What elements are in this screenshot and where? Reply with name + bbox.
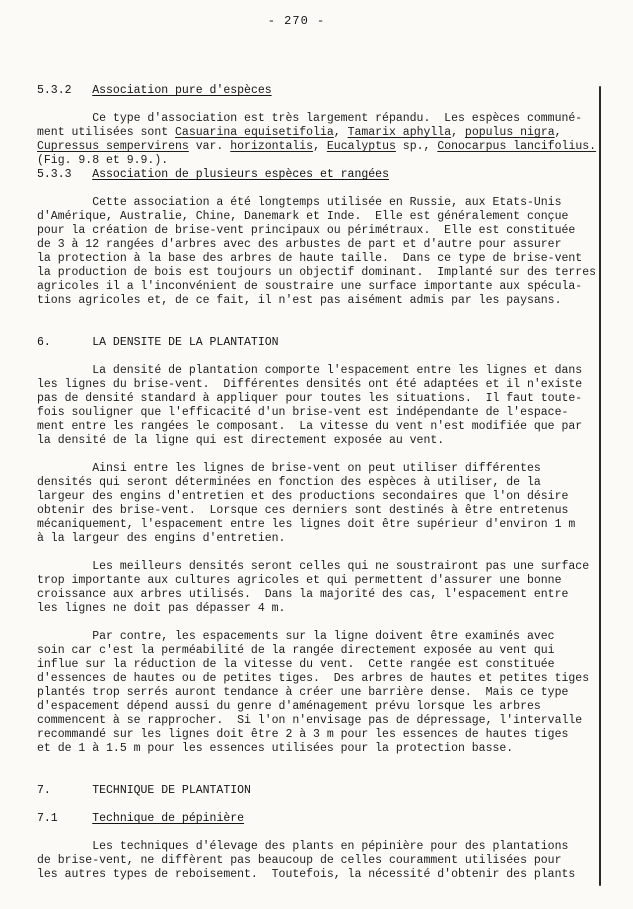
underlined-text-segment: Eucalyptus bbox=[326, 140, 396, 153]
text-segment: pas de densité standard à appliquer pour toutes les situations. Il faut toute- bbox=[37, 392, 583, 405]
text-line bbox=[37, 420, 615, 434]
text-line bbox=[37, 686, 615, 700]
text-segment: densités qui seront déterminées en fonction des espèces à utiliser, de la bbox=[37, 476, 541, 489]
text-segment: La densité de plantation comporte l'espacement entre les lignes et dans bbox=[37, 364, 583, 377]
text-segment: fois souligner que l'efficacité d'un brise-vent est indépendante de l'espace- bbox=[37, 406, 569, 419]
text-line bbox=[37, 714, 615, 728]
text-segment: la densité de la ligne qui est directement exposée au vent. bbox=[37, 434, 445, 447]
text-line bbox=[37, 742, 615, 756]
paragraph bbox=[37, 462, 615, 546]
text-segment: , bbox=[313, 140, 327, 153]
scan-artifact-line bbox=[599, 86, 601, 886]
text-line bbox=[37, 518, 615, 532]
section-heading bbox=[37, 336, 615, 350]
text-segment: 7.1 bbox=[37, 812, 93, 825]
text-line bbox=[37, 602, 615, 616]
text-line bbox=[37, 336, 615, 350]
text-segment: les lignes du brise-vent. Différentes densités ont été adaptées et il n'existe bbox=[37, 378, 583, 391]
text-line bbox=[37, 728, 615, 742]
text-line bbox=[37, 378, 615, 392]
text-line bbox=[37, 280, 615, 294]
text-segment: les autres types de reboisement. Toutefois, la nécessité d'obtenir des plants bbox=[37, 868, 576, 881]
text-segment: plantés trop serrés auront tendance à créer une barrière dense. Mais ce type bbox=[37, 686, 569, 699]
text-line bbox=[37, 476, 615, 490]
text-line bbox=[37, 140, 615, 154]
text-segment: mécaniquement, l'espacement entre les lignes doit être supérieur d'environ 1 m bbox=[37, 518, 576, 531]
text-line bbox=[37, 630, 615, 644]
text-line bbox=[37, 658, 615, 672]
text-segment: , bbox=[554, 126, 562, 139]
text-segment: croissance aux arbres utilisés. Dans la majorité des cas, l'espacement entre bbox=[37, 588, 569, 601]
underlined-text-segment: Tamarix aphylla bbox=[347, 126, 452, 139]
text-segment: d'espacement dépend aussi du genre d'aménagement prévu lorsque les arbres bbox=[37, 700, 541, 713]
text-line bbox=[37, 406, 615, 420]
text-line bbox=[37, 154, 615, 168]
page-number: - 270 - bbox=[267, 14, 326, 28]
underlined-text-segment: Association de plusieurs espèces et rangées bbox=[92, 168, 389, 181]
text-segment: largeur des engins d'entretien et des productions secondaires que l'on désire bbox=[37, 490, 569, 503]
text-segment: sp., bbox=[395, 140, 438, 153]
text-line bbox=[37, 224, 615, 238]
underlined-text-segment: Technique de pépinière bbox=[92, 812, 245, 825]
text-line bbox=[37, 112, 615, 126]
text-line bbox=[37, 434, 615, 448]
text-line bbox=[37, 392, 615, 406]
underlined-text-segment: Cupressus sempervirens bbox=[37, 140, 189, 153]
text-segment: Ce type d'association est très largement répandu. Les espèces communé- bbox=[37, 112, 583, 125]
text-segment: , bbox=[333, 126, 348, 139]
text-segment: les lignes ne doit pas dépasser 4 m. bbox=[37, 602, 286, 615]
text-segment: commencent à se rapprocher. Si l'on n'envisage pas de dépressage, l'intervalle bbox=[37, 714, 583, 727]
text-line bbox=[37, 238, 615, 252]
underlined-text-segment: Casuarina equisetifolia bbox=[175, 126, 334, 139]
text-line bbox=[37, 504, 615, 518]
text-line bbox=[37, 588, 615, 602]
text-segment: recommandé sur les lignes doit être 2 à 3 m pour les essences de hautes tiges bbox=[37, 728, 569, 741]
text-segment: Ainsi entre les lignes de brise-vent on peut utiliser différentes bbox=[37, 462, 541, 475]
text-segment: Les techniques d'élevage des plants en pépinière pour des plantations bbox=[37, 840, 569, 853]
text-segment: tions agricoles et, de ce fait, il n'est pas aisément admis par les paysans. bbox=[37, 294, 562, 307]
text-line bbox=[37, 574, 615, 588]
text-line bbox=[37, 840, 615, 854]
text-line bbox=[37, 644, 615, 658]
text-line bbox=[37, 532, 615, 546]
text-segment: de 3 à 12 rangées d'arbres avec des arbustes de part et d'autre pour assurer bbox=[37, 238, 562, 251]
text-line bbox=[37, 364, 615, 378]
text-segment: ment utilisées sont bbox=[37, 126, 176, 139]
text-segment: Cette association a été longtemps utilisée en Russie, aux Etats-Unis bbox=[37, 196, 562, 209]
section-heading bbox=[37, 168, 615, 182]
paragraph bbox=[37, 560, 615, 616]
text-segment: Par contre, les espacements sur la ligne doivent être examinés avec bbox=[37, 630, 555, 643]
document-content bbox=[37, 84, 615, 882]
paragraph bbox=[37, 196, 615, 308]
text-segment: et de 1 à 1.5 m pour les essences utilisées pour la protection basse. bbox=[37, 742, 514, 755]
text-line bbox=[37, 490, 615, 504]
text-segment: trop importante aux cultures agricoles et qui permettent d'assurer une bonne bbox=[37, 574, 562, 587]
underlined-text-segment: Conocarpus lancifolius. bbox=[437, 140, 597, 153]
section-heading bbox=[37, 784, 615, 798]
paragraph bbox=[37, 840, 615, 882]
text-line bbox=[37, 252, 615, 266]
text-line bbox=[37, 462, 615, 476]
text-segment: pour la création de brise-vent principaux ou périmétraux. Elle est constituée bbox=[37, 224, 576, 237]
text-line bbox=[37, 700, 615, 714]
paragraph bbox=[37, 112, 615, 168]
text-line bbox=[37, 294, 615, 308]
text-segment: var. bbox=[188, 140, 231, 153]
text-line bbox=[37, 126, 615, 140]
text-line bbox=[37, 854, 615, 868]
underlined-text-segment: populus nigra bbox=[464, 126, 555, 139]
text-segment: obtenir des brise-vent. Lorsque ces derniers sont destinés à être entretenus bbox=[37, 504, 569, 517]
text-segment: la production de bois est toujours un objectif dominant. Implanté sur des terres bbox=[37, 266, 596, 279]
section-heading bbox=[37, 84, 615, 98]
text-segment: 6. LA DENSITE DE LA PLANTATION bbox=[37, 336, 279, 349]
text-line bbox=[37, 784, 615, 798]
text-line bbox=[37, 812, 615, 826]
text-line bbox=[37, 672, 615, 686]
text-segment: agricoles il a l'inconvénient de soustraire une surface importante aux spécula- bbox=[37, 280, 583, 293]
underlined-text-segment: Association pure d'espèces bbox=[92, 84, 272, 97]
text-segment: soin car c'est la perméabilité de la rangée directement exposée au vent qui bbox=[37, 644, 555, 657]
text-segment: 7. TECHNIQUE DE PLANTATION bbox=[37, 784, 251, 797]
text-segment: à la largeur des engins d'entretien. bbox=[37, 532, 286, 545]
text-line bbox=[37, 84, 615, 98]
paragraph bbox=[37, 630, 615, 756]
text-segment: la protection à la base des arbres de haute taille. Dans ce type de brise-vent bbox=[37, 252, 583, 265]
text-line bbox=[37, 560, 615, 574]
text-segment: 5.3.3 bbox=[37, 168, 93, 181]
section-heading bbox=[37, 812, 615, 826]
underlined-text-segment: horizontalis bbox=[230, 140, 314, 153]
text-segment: influe sur la réduction de la vitesse du vent. Cette rangée est constituée bbox=[37, 658, 555, 671]
text-line bbox=[37, 196, 615, 210]
text-line bbox=[37, 210, 615, 224]
paragraph bbox=[37, 364, 615, 448]
text-segment: Les meilleurs densités seront celles qui ne soustrairont pas une surface bbox=[37, 560, 590, 573]
text-segment: de brise-vent, ne diffèrent pas beaucoup de celles couramment utilisées pour bbox=[37, 854, 562, 867]
text-segment: ment entre les rangées le composant. La vitesse du vent n'est modifiée que par bbox=[37, 420, 583, 433]
text-line bbox=[37, 868, 615, 882]
text-segment: , bbox=[451, 126, 465, 139]
text-segment: (Fig. 9.8 et 9.9.). bbox=[37, 154, 169, 167]
text-line bbox=[37, 266, 615, 280]
text-segment: 5.3.2 bbox=[37, 84, 93, 97]
text-line bbox=[37, 168, 615, 182]
text-segment: d'essences de hautes ou de petites tiges. Des arbres de hautes et petites tiges bbox=[37, 672, 590, 685]
text-segment: d'Amérique, Australie, Chine, Danemark et Inde. Elle est généralement conçue bbox=[37, 210, 569, 223]
